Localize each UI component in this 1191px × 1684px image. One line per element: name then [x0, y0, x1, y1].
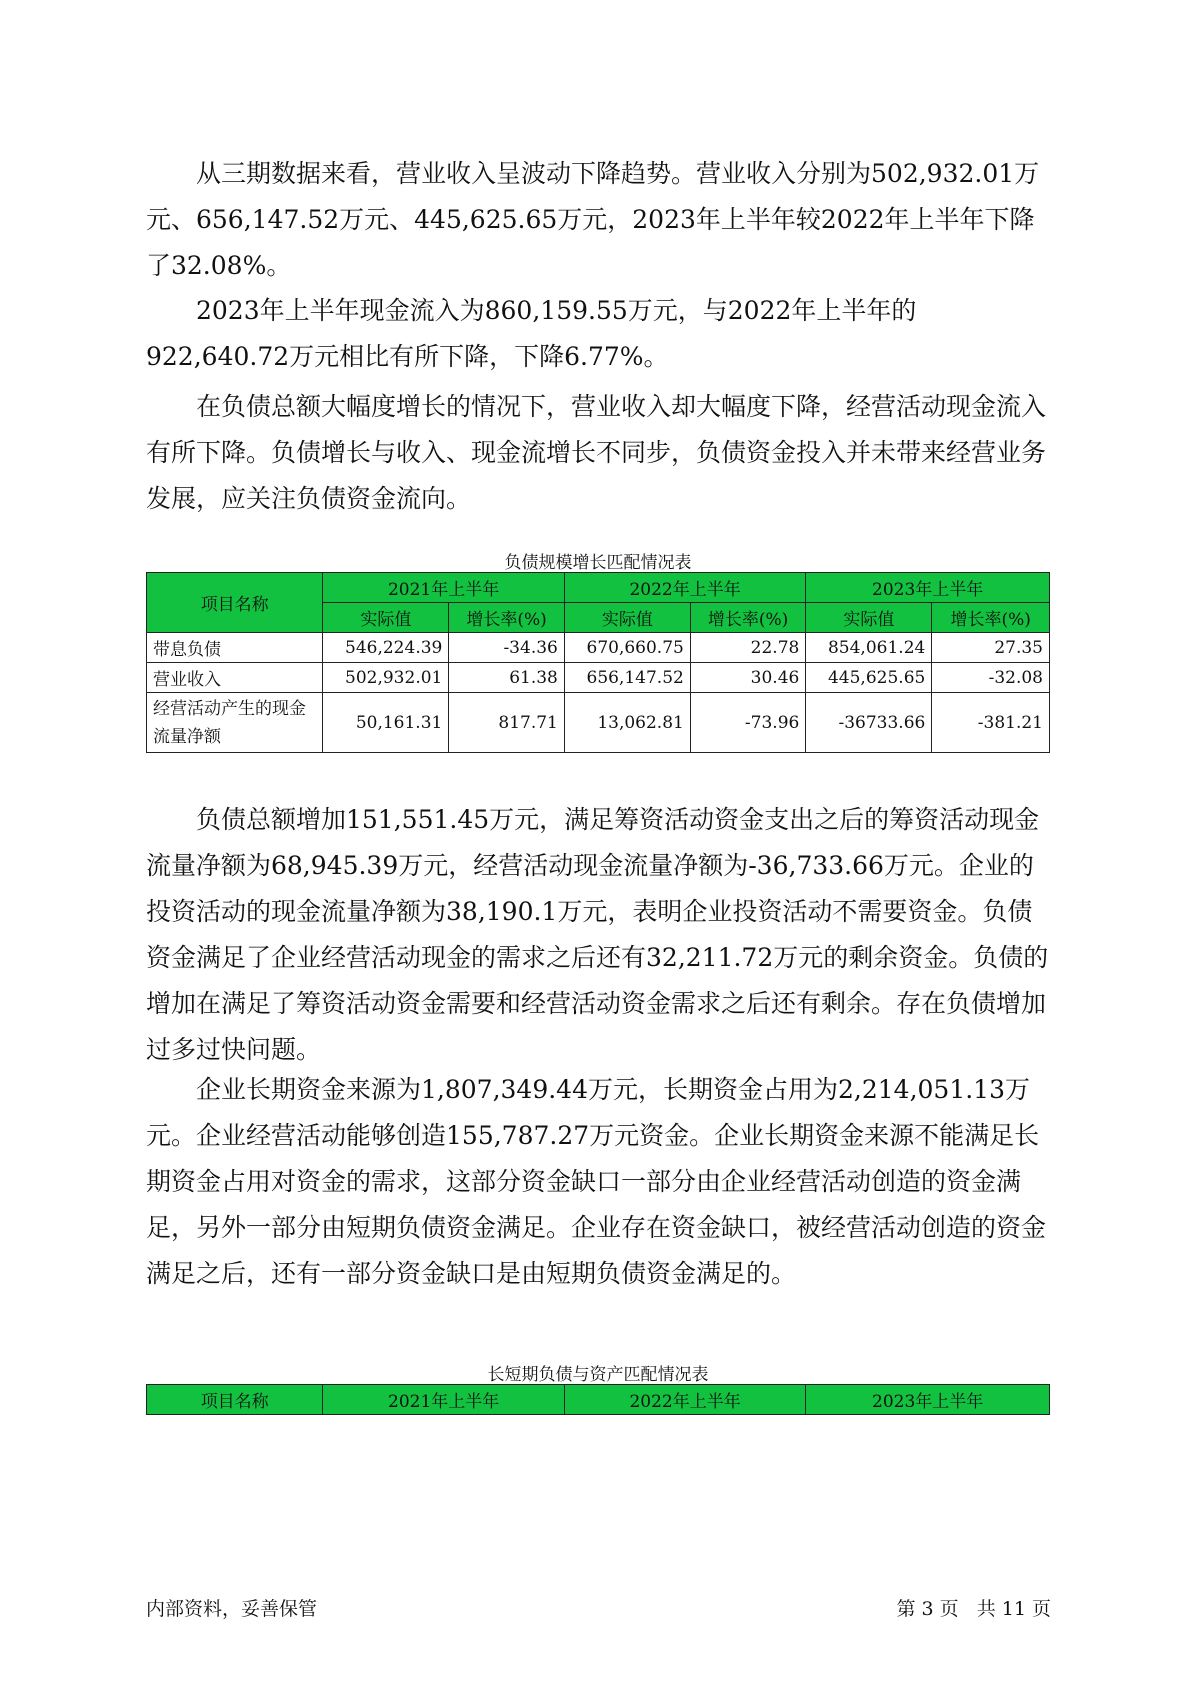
table-row	[147, 633, 1050, 663]
header-period-2023: 2023年上半年	[806, 573, 1050, 603]
subheader-actual: 实际值	[564, 603, 690, 633]
header-item-name: 项目名称	[147, 1385, 323, 1415]
cell-value: 656,147.52	[564, 663, 690, 693]
cell-value: 502,932.01	[323, 663, 449, 693]
header-period-2021: 2021年上半年	[323, 1385, 564, 1415]
cell-value: 22.78	[690, 633, 806, 663]
footer-page-number: 第 3 页 共 11 页	[896, 1598, 1051, 1620]
cell-value: -32.08	[932, 663, 1050, 693]
cell-value: -381.21	[932, 693, 1050, 753]
table-row	[147, 693, 1050, 753]
subheader-actual: 实际值	[323, 603, 449, 633]
cell-value: 670,660.75	[564, 633, 690, 663]
paragraph-revenue-trend: 从三期数据来看，营业收入呈波动下降趋势。营业收入分别为502,932.01万元、656,147.52万元、445,625.65万元，2023年上半年较2022年上半年下降了32.08%。	[146, 159, 1040, 280]
cell-value: 445,625.65	[806, 663, 932, 693]
table-row	[147, 663, 1050, 693]
cell-value: 817.71	[449, 693, 565, 753]
cell-value: 50,161.31	[323, 693, 449, 753]
header-period-2022: 2022年上半年	[564, 573, 805, 603]
paragraph-debt-increase: 负债总额增加151,551.45万元，满足筹资活动资金支出之后的筹资活动现金流量净额为68,945.39万元，经营活动现金流量净额为-36,733.66万元。企业的投资活动的现金流量净额为38,190.1万元，表明企业投资活动不需要资金。负债资金满足了企业经营活动现金的需求之后还有32,211.72万元的剩余资金。负债的增加在满足了筹资活动资金需要和经营活动资金需求之后还有剩余。存在负债增加过多过快问题。	[146, 805, 1049, 1064]
row-label: 带息负债	[147, 633, 323, 663]
cell-value: 30.46	[690, 663, 806, 693]
header-period-2021: 2021年上半年	[323, 573, 564, 603]
subheader-growth: 增长率(%)	[932, 603, 1050, 633]
cell-value: 27.35	[932, 633, 1050, 663]
paragraph-cash-inflow: 2023年上半年现金流入为860,159.55万元，与2022年上半年的922,640.72万元相比有所下降，下降6.77%。	[146, 296, 917, 371]
header-period-2022: 2022年上半年	[564, 1385, 805, 1415]
footer-confidential: 内部资料，妥善保管	[146, 1598, 318, 1620]
cell-value: 854,061.24	[806, 633, 932, 663]
paragraph-debt-analysis: 在负债总额大幅度增长的情况下，营业收入却大幅度下降，经营活动现金流入有所下降。负债增长与收入、现金流增长不同步，负债资金投入并未带来经营业务发展，应关注负债资金流向。	[146, 392, 1047, 513]
row-label: 经营活动产生的现金流量净额	[147, 693, 323, 753]
table1-caption: 负债规模增长匹配情况表	[504, 553, 692, 573]
debt-growth-table	[146, 572, 1050, 753]
row-label: 营业收入	[147, 663, 323, 693]
liability-asset-table	[146, 1384, 1050, 1415]
subheader-actual: 实际值	[806, 603, 932, 633]
paragraph-long-term-funds: 企业长期资金来源为1,807,349.44万元，长期资金占用为2,214,051.13万元。企业经营活动能够创造155,787.27万元资金。企业长期资金来源不能满足长期资金占用对资金的需求，这部分资金缺口一部分由企业经营活动创造的资金满足，另外一部分由短期负债资金满足。企业存在资金缺口，被经营活动创造的资金满足之后，还有一部分资金缺口是由短期负债资金满足的。	[146, 1075, 1047, 1288]
table2-caption: 长短期负债与资产匹配情况表	[487, 1365, 709, 1385]
subheader-growth: 增长率(%)	[449, 603, 565, 633]
header-period-2023: 2023年上半年	[806, 1385, 1050, 1415]
subheader-growth: 增长率(%)	[690, 603, 806, 633]
cell-value: 546,224.39	[323, 633, 449, 663]
cell-value: 61.38	[449, 663, 565, 693]
cell-value: -73.96	[690, 693, 806, 753]
header-item-name: 项目名称	[147, 573, 323, 633]
cell-value: 13,062.81	[564, 693, 690, 753]
cell-value: -34.36	[449, 633, 565, 663]
cell-value: -36733.66	[806, 693, 932, 753]
